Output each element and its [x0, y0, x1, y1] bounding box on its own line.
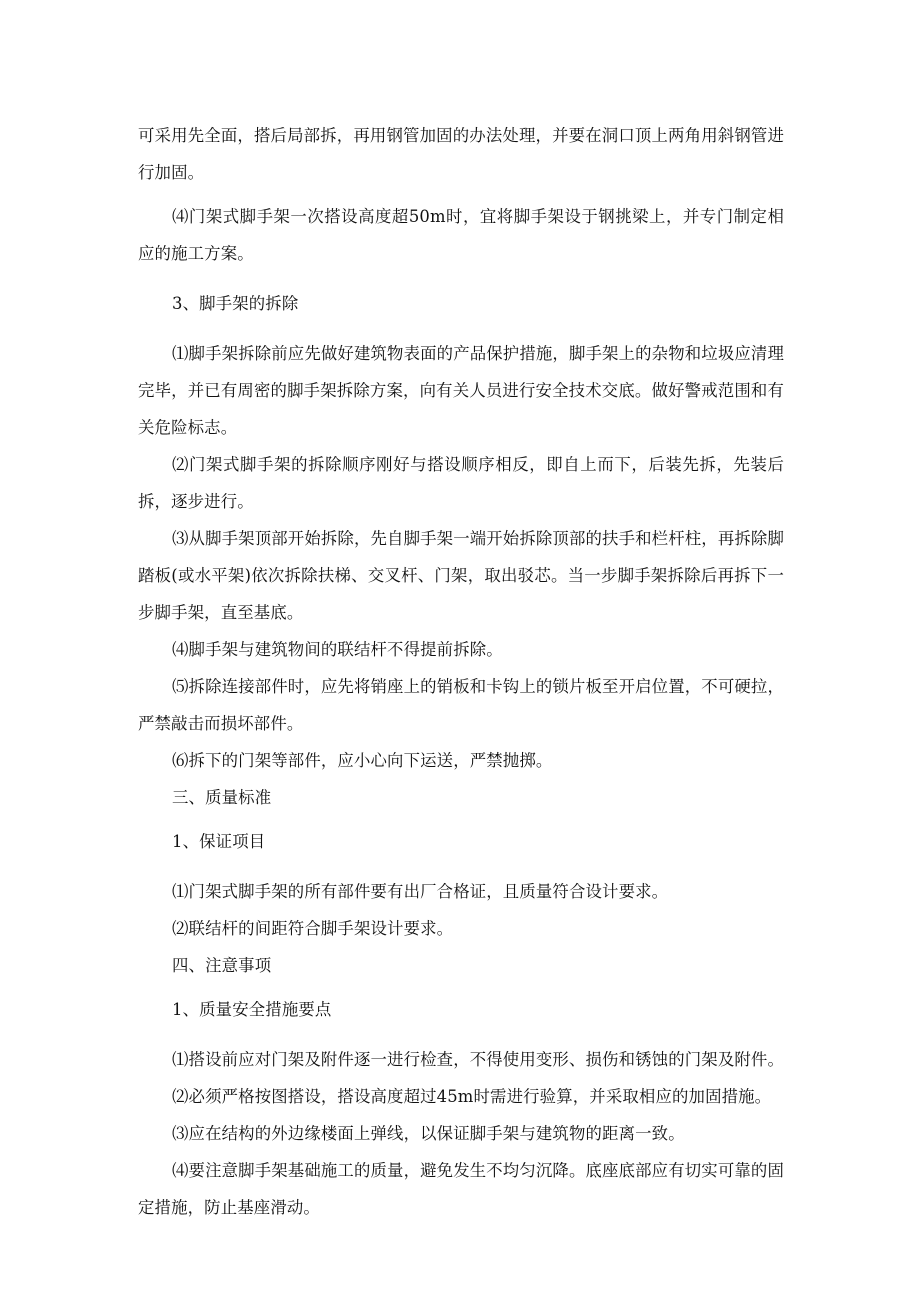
section-heading-quality-standard: 三、质量标准: [172, 788, 272, 807]
document-body: [138, 117, 784, 1226]
subheading-guarantee-items: 1、保证项目: [172, 832, 266, 851]
paragraph-continued-reinforcement: 可采用先全面，搭后局部拆，再用钢管加固的办法处理，并要在洞口顶上两角用斜钢管进行加固。: [138, 126, 784, 182]
paragraph-safety-item-4: ⑷要注意脚手架基础施工的质量，避免发生不均匀沉降。底座底部应有切实可靠的固定措施，防止基座滑动。: [138, 1161, 785, 1217]
paragraph-safety-item-3: ⑶应在结构的外边缘楼面上弹线，以保证脚手架与建筑物的距离一致。: [172, 1124, 685, 1143]
paragraph-guarantee-item-2: ⑵联结杆的间距符合脚手架设计要求。: [172, 919, 454, 938]
paragraph-dismantle-item-5: ⑸拆除连接部件时，应先将销座上的销板和卡钩上的锁片板至开启位置，不可硬拉，严禁敲击而损坏部件。: [138, 677, 785, 733]
subheading-quality-safety-points: 1、质量安全措施要点: [172, 1000, 332, 1019]
paragraph-safety-item-1: ⑴搭设前应对门架及附件逐一进行检查，不得使用变形、损伤和锈蚀的门架及附件。: [172, 1050, 785, 1069]
section-heading-precautions: 四、注意事项: [172, 956, 272, 975]
section-heading-dismantling: 3、脚手架的拆除: [172, 294, 299, 313]
paragraph-dismantle-item-1: ⑴脚手架拆除前应先做好建筑物表面的产品保护措施，脚手架上的杂物和垃圾应清理完毕，并已有周密的脚手架拆除方案，向有关人员进行安全技术交底。做好警戒范围和有关危险标志。: [138, 344, 785, 437]
paragraph-safety-item-2: ⑵必须严格按图搭设，搭设高度超过45m时需进行验算，并采取相应的加固措施。: [172, 1087, 772, 1106]
paragraph-guarantee-item-1: ⑴门架式脚手架的所有部件要有出厂合格证，且质量符合设计要求。: [172, 882, 669, 901]
paragraph-dismantle-item-6: ⑹拆下的门架等部件，应小心向下运送，严禁抛掷。: [172, 751, 553, 770]
paragraph-dismantle-item-3: ⑶从脚手架顶部开始拆除，先自脚手架一端开始拆除顶部的扶手和栏杆柱，再拆除脚踏板(或水平架)依次拆除扶梯、交叉杆、门架，取出驳芯。当一步脚手架拆除后再拆下一步脚手架，直至基底。: [138, 529, 785, 622]
paragraph-item-4-height: ⑷门架式脚手架一次搭设高度超50m时，宜将脚手架设于钢挑梁上，并专门制定相应的施工方案。: [138, 207, 784, 263]
paragraph-dismantle-item-4: ⑷脚手架与建筑物间的联结杆不得提前拆除。: [172, 640, 503, 659]
paragraph-dismantle-item-2: ⑵门架式脚手架的拆除顺序刚好与搭设顺序相反，即自上而下，后装先拆，先装后拆，逐步进行。: [138, 455, 784, 511]
